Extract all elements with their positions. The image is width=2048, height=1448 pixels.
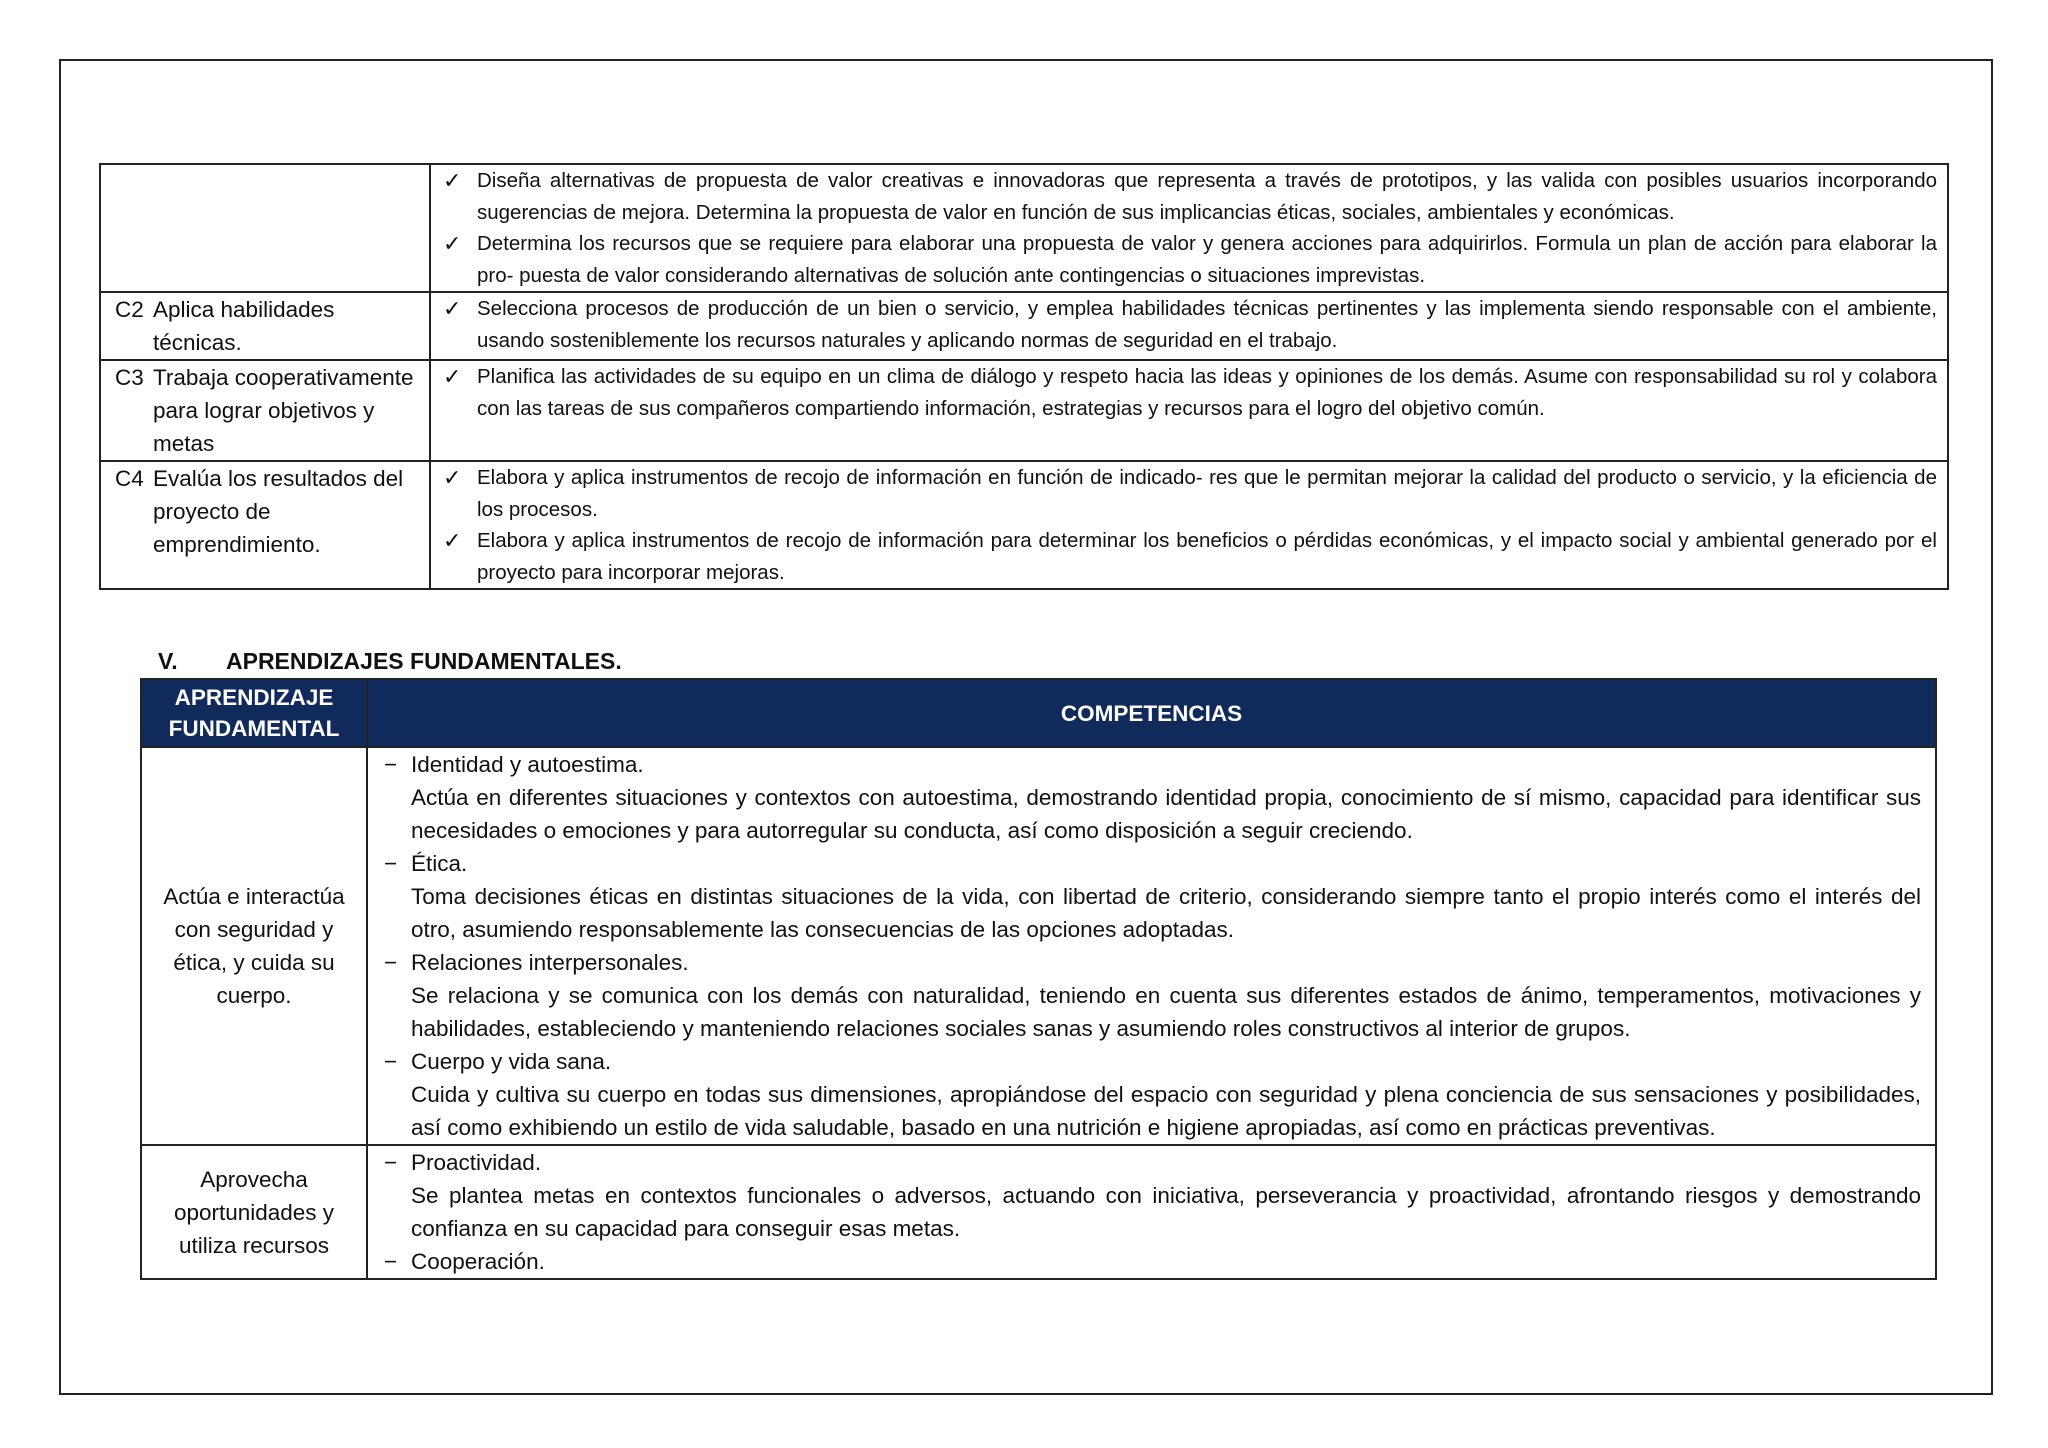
table-row xyxy=(100,360,1948,461)
list-item: − Cooperación. xyxy=(384,1249,545,1274)
competencia-name: Ética. xyxy=(411,851,468,876)
aprendizaje-cell: Aprovecha oportunidades y utiliza recursos xyxy=(141,1145,367,1279)
capacidad-code: C3 xyxy=(115,365,144,390)
competencia-desc: Se relaciona y se comunica con los demás con naturalidad, teniendo en cuenta sus diferentes estados de ánimo, temperamentos, motivaciones y habilidades, estableciendo y manteniendo relaciones sociales sanas y asumiendo roles constructivos al interior de grupos. xyxy=(411,983,1921,1041)
list-item: ✓ Diseña alternativas de propuesta de valor creativas e innovadoras que representa a través de prototipos, y las valida con posibles usuarios incorporando sugerencias de mejora. Determina la propuesta de valor en función de sus implicancias éticas, sociales, ambientales y económicas. xyxy=(441,165,1937,228)
capacidad-name: Aplica habilidades técnicas. xyxy=(153,297,335,355)
checkmark-icon: ✓ xyxy=(443,168,462,193)
section-number: V. xyxy=(158,648,178,674)
table-row xyxy=(141,1145,1936,1279)
table-row xyxy=(100,292,1948,360)
capacidad-name: Evalúa los resultados del proyecto de emprendimiento. xyxy=(153,466,404,557)
capacidad-cell xyxy=(100,164,430,292)
list-item: ✓ Elabora y aplica instrumentos de recojo de información para determinar los beneficios o pérdidas económicas, y el impacto social y ambiental generado por el proyecto para incorporar mejoras. xyxy=(441,525,1937,588)
capacidad-name: Trabaja cooperativamente para lograr objetivos y metas xyxy=(153,365,414,456)
checkmark-icon: ✓ xyxy=(443,231,462,256)
capacidad-code: C2 xyxy=(115,297,144,322)
desempenos-cell xyxy=(430,360,1948,461)
competencia-name: Identidad y autoestima. xyxy=(411,752,644,777)
list-item: ✓ Planifica las actividades de su equipo en un clima de diálogo y respeto hacia las ideas y opiniones de los demás. Asume con responsabilidad su rol y colabora con las tareas de sus compañeros compartiendo información, estrategias y recursos para el logro del objetivo común. xyxy=(441,361,1937,424)
competencia-name: Proactividad. xyxy=(411,1150,542,1175)
competencias-cell xyxy=(367,1145,1936,1279)
desempenos-cell xyxy=(430,292,1948,360)
table-header-row xyxy=(141,679,1936,747)
desempenos-cell xyxy=(430,164,1948,292)
list-item: ✓ Determina los recursos que se requiere para elaborar una propuesta de valor y genera acciones para adquirirlos. Formula un plan de acción para elaborar la pro- puesta de valor considerando alternativas de solución ante contingencias o situaciones imprevistas. xyxy=(441,228,1937,291)
table-row xyxy=(141,747,1936,1145)
capacidad-cell xyxy=(100,461,430,589)
checkmark-icon: ✓ xyxy=(443,364,462,389)
list-item: ✓ Elabora y aplica instrumentos de recojo de información en función de indicado- res que le permitan mejorar la calidad del producto o servicio, y la eficiencia de los procesos. xyxy=(441,462,1937,525)
table-row xyxy=(100,164,1948,292)
list-item: − Proactividad. Se plantea metas en contextos funcionales o adversos, actuando con iniciativa, perseverancia y proactividad, afrontando riesgos y demostrando confianza en su capacidad para conseguir esas metas. xyxy=(378,1146,1921,1245)
competencia-desc: Actúa en diferentes situaciones y contextos con autoestima, demostrando identidad propia, conocimiento de sí mismo, capacidad para identificar sus necesidades o emociones y para autorregular su conducta, así como disposición a seguir creciendo. xyxy=(411,785,1921,843)
checkmark-icon: ✓ xyxy=(443,528,462,553)
competencias-cell xyxy=(367,747,1936,1145)
competencia-desc: Cuida y cultiva su cuerpo en todas sus dimensiones, apropiándose del espacio con seguridad y plena conciencia de sus sensaciones y posibilidades, así como exhibiendo un estilo de vida saludable, basado en una nutrición e higiene apropiadas, así como en prácticas preventivas. xyxy=(411,1082,1921,1140)
competencia-desc: Toma decisiones éticas en distintas situaciones de la vida, con libertad de criterio, considerando siempre tanto el propio interés como el interés del otro, asumiendo responsablemente las consecuencias de las opciones adoptadas. xyxy=(411,884,1921,942)
header-competencias: COMPETENCIAS xyxy=(367,679,1936,747)
list-item: − Relaciones interpersonales. Se relaciona y se comunica con los demás con naturalidad, teniendo en cuenta sus diferentes estados de ánimo, temperamentos, motivaciones y habilidades, estableciendo y manteniendo relaciones sociales sanas y asumiendo roles constructivos al interior de grupos. xyxy=(378,946,1921,1045)
competencia-name: Cooperación. xyxy=(411,1249,545,1274)
list-item: − Ética. Toma decisiones éticas en distintas situaciones de la vida, con libertad de criterio, considerando siempre tanto el propio interés como el interés del otro, asumiendo responsablemente las consecuencias de las opciones adoptadas. xyxy=(378,847,1921,946)
aprendizaje-cell: Actúa e interactúa con seguridad y ética, y cuida su cuerpo. xyxy=(141,747,367,1145)
header-aprendizaje: APRENDIZAJE FUNDAMENTAL xyxy=(141,679,367,747)
competencia-name: Relaciones interpersonales. xyxy=(411,950,689,975)
desempenos-cell xyxy=(430,461,1948,589)
competencia-name: Cuerpo y vida sana. xyxy=(411,1049,612,1074)
table-row xyxy=(100,461,1948,589)
aprendizajes-table xyxy=(140,678,1937,1280)
section-title: APRENDIZAJES FUNDAMENTALES. xyxy=(226,648,622,674)
competencia-desc: Se plantea metas en contextos funcionales o adversos, actuando con iniciativa, perseverancia y proactividad, afrontando riesgos y demostrando confianza en su capacidad para conseguir esas metas. xyxy=(411,1183,1921,1241)
capacidad-code: C4 xyxy=(115,466,144,491)
section-heading xyxy=(158,646,622,676)
list-item: ✓ Selecciona procesos de producción de un bien o servicio, y emplea habilidades técnicas pertinentes y las implementa siendo responsable con el ambiente, usando sosteniblemente los recursos naturales y aplicando normas de seguridad en el trabajo. xyxy=(441,293,1937,356)
list-item: − Cuerpo y vida sana. Cuida y cultiva su cuerpo en todas sus dimensiones, apropiándose del espacio con seguridad y plena conciencia de sus sensaciones y posibilidades, así como exhibiendo un estilo de vida saludable, basado en una nutrición e higiene apropiadas, así como en prácticas preventivas. xyxy=(378,1045,1921,1144)
checkmark-icon: ✓ xyxy=(443,465,462,490)
checkmark-icon: ✓ xyxy=(443,296,462,321)
list-item: − Identidad y autoestima. Actúa en diferentes situaciones y contextos con autoestima, demostrando identidad propia, conocimiento de sí mismo, capacidad para identificar sus necesidades o emociones y para autorregular su conducta, así como disposición a seguir creciendo. xyxy=(378,748,1921,847)
capacidad-cell xyxy=(100,360,430,461)
capacidad-cell xyxy=(100,292,430,360)
capacidades-table xyxy=(99,163,1949,590)
